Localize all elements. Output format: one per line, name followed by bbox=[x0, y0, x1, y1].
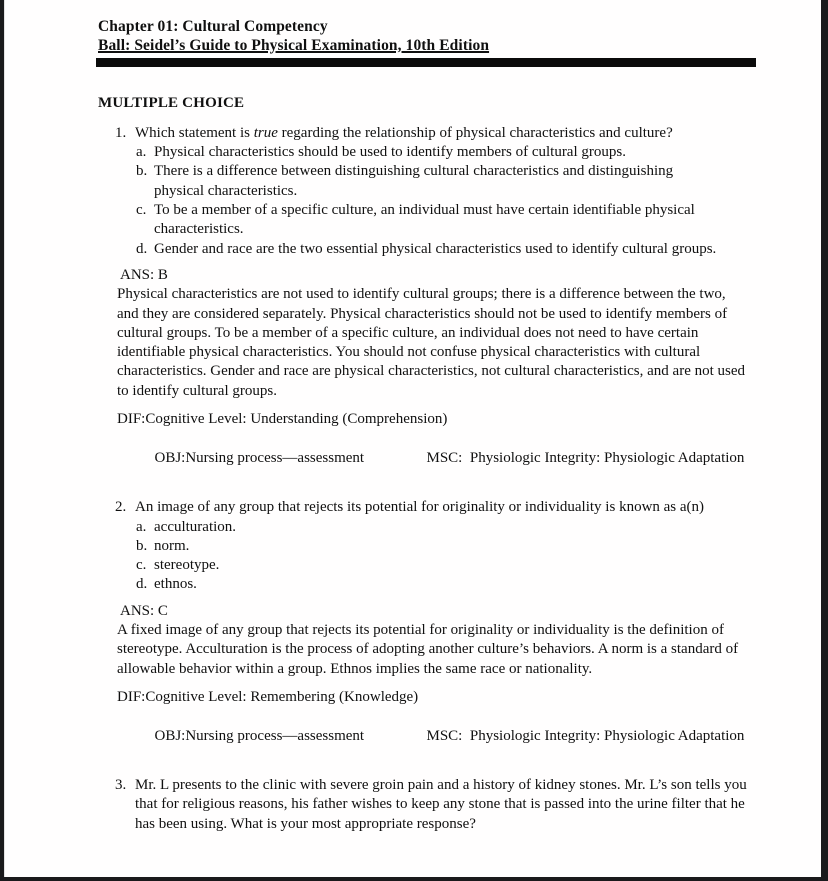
question-text bbox=[135, 124, 750, 143]
option-text: There is a difference between distinguishing cultural characteristics and distinguishing physical characteristics. bbox=[154, 163, 674, 199]
obj-label: OBJ:Nursing process—assessment bbox=[154, 449, 365, 466]
question-body bbox=[135, 776, 750, 834]
answer-block bbox=[117, 602, 821, 679]
answer-label: ANS: C bbox=[120, 602, 168, 619]
question-text: Mr. L presents to the clinic with severe groin pain and a history of kidney stones. Mr. L’s son tells you that for religious reasons, his father wishes to keep any stone that is passed into the urine filter that he has been using. What is your most appropriate response? bbox=[135, 777, 747, 832]
option-d bbox=[135, 240, 750, 259]
options-list bbox=[135, 143, 750, 259]
italic-term: true bbox=[253, 124, 278, 141]
answer-label: ANS: B bbox=[120, 266, 168, 283]
question-meta bbox=[117, 688, 821, 765]
question-number: 1. bbox=[115, 124, 127, 141]
obj-msc-line bbox=[117, 429, 821, 487]
question-1-stem bbox=[115, 124, 821, 259]
option-text: Physical characteristics should be used to identify members of cultural groups. bbox=[154, 144, 626, 161]
chapter-title: Chapter 01: Cultural Competency bbox=[98, 18, 328, 35]
option-text: norm. bbox=[154, 537, 190, 554]
option-b bbox=[135, 537, 750, 556]
answer-block bbox=[117, 266, 821, 401]
option-text: Gender and race are the two essential physical characteristics used to identify cultural groups. bbox=[154, 240, 717, 257]
question-3 bbox=[115, 776, 821, 834]
option-b bbox=[135, 162, 750, 201]
question-text-part: Which statement is bbox=[135, 124, 254, 141]
option-letter: a. bbox=[136, 144, 147, 161]
option-text: ethnos. bbox=[154, 576, 197, 593]
question-2 bbox=[115, 498, 821, 765]
question-text-part: regarding the relationship of physical characteristics and culture? bbox=[277, 124, 673, 141]
msc-label: MSC: Physiologic Integrity: Physiologic Adaptation bbox=[426, 727, 745, 744]
document-header bbox=[98, 17, 821, 56]
section-title: MULTIPLE CHOICE bbox=[98, 94, 245, 111]
question-number: 2. bbox=[115, 499, 127, 516]
book-title: Ball: Seidel’s Guide to Physical Examination, 10th Edition bbox=[98, 37, 490, 55]
option-letter: c. bbox=[136, 202, 147, 219]
question-3-stem bbox=[115, 776, 821, 834]
option-letter: c. bbox=[136, 557, 147, 574]
question-number: 3. bbox=[115, 777, 127, 794]
option-c bbox=[135, 201, 750, 240]
answer-explanation: A fixed image of any group that rejects its potential for originality or individuality is the definition of stereotype. Acculturation is the process of adopting another culture’s behaviors. A norm is a standard of allowable behavior within a group. Ethnos implies the same race or nationality. bbox=[117, 622, 739, 677]
msc-label: MSC: Physiologic Integrity: Physiologic Adaptation bbox=[426, 449, 745, 466]
answer-explanation: Physical characteristics are not used to identify cultural groups; there is a difference between the two, and they are considered separately. Physical characteristics should not be used to identify members of cultural groups. To be a member of a specific culture, an individual does not need to have certain identifiable physical characteristics. You should not confuse physical characteristics with cultural characteristics. Gender and race are physical characteristics, not cultural characteristics, and are not used to identify cultural groups. bbox=[117, 286, 746, 399]
option-text: stereotype. bbox=[154, 557, 220, 574]
option-text: To be a member of a specific culture, an individual must have certain identifiable physical characteristics. bbox=[154, 202, 695, 238]
obj-label: OBJ:Nursing process—assessment bbox=[154, 727, 365, 744]
option-letter: b. bbox=[136, 163, 148, 180]
question-2-stem bbox=[115, 498, 821, 594]
question-body bbox=[135, 498, 750, 594]
question-meta bbox=[117, 410, 821, 487]
header-divider-bar bbox=[96, 58, 756, 67]
option-a bbox=[135, 518, 750, 537]
option-letter: d. bbox=[136, 240, 148, 257]
obj-msc-line bbox=[117, 707, 821, 765]
question-body bbox=[135, 124, 750, 259]
option-letter: b. bbox=[136, 537, 148, 554]
option-c bbox=[135, 556, 750, 575]
question-1 bbox=[115, 124, 821, 487]
document-page bbox=[4, 0, 821, 877]
option-d bbox=[135, 575, 750, 594]
option-a bbox=[135, 143, 750, 162]
option-letter: a. bbox=[136, 518, 147, 535]
dif-line: DIF:Cognitive Level: Understanding (Comprehension) bbox=[117, 411, 448, 428]
options-list bbox=[135, 518, 750, 595]
dif-line: DIF:Cognitive Level: Remembering (Knowledge) bbox=[117, 688, 419, 705]
option-letter: d. bbox=[136, 576, 148, 593]
option-text: acculturation. bbox=[154, 518, 237, 535]
question-text: An image of any group that rejects its potential for originality or individuality is known as a(n) bbox=[135, 499, 705, 516]
